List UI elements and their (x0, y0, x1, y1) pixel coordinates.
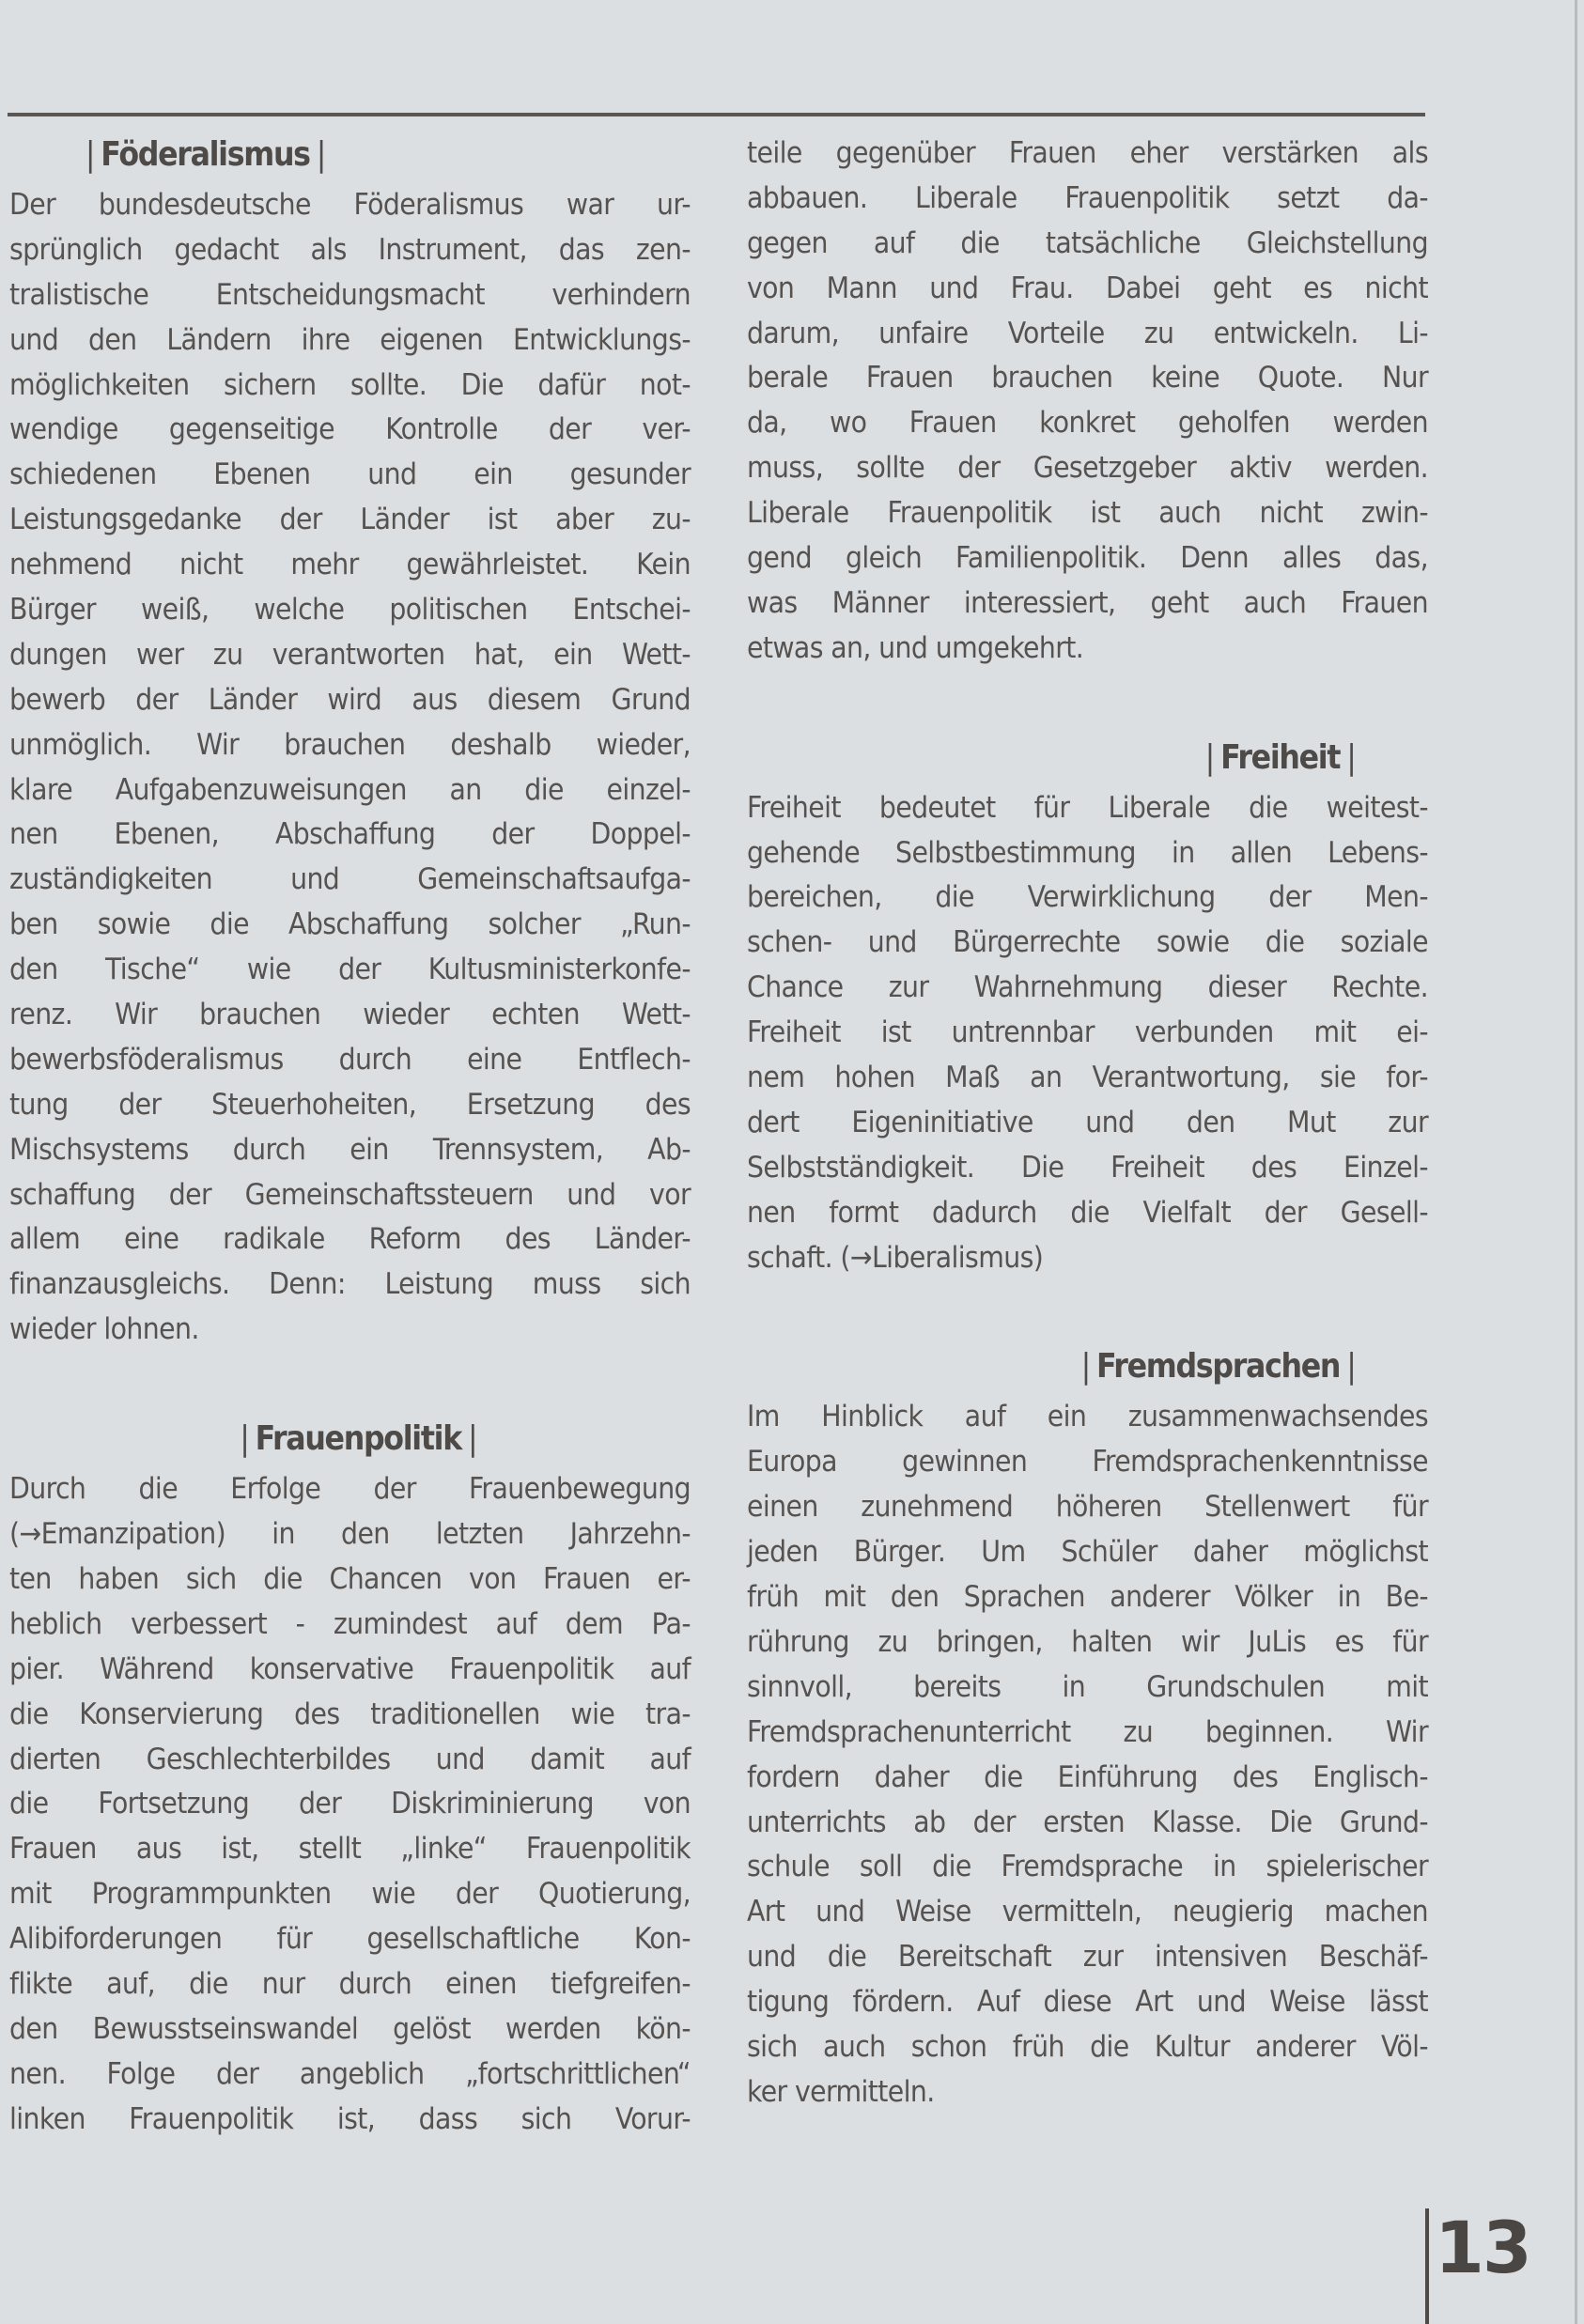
text-line: tigung fördern. Auf diese Art und Weise lässt (747, 1985, 1428, 2020)
title-bar-right: | (1346, 737, 1356, 777)
text-line: Chance zur Wahrnehmung dieser Rechte. (747, 970, 1428, 1005)
text-line: etwas an, und umgekehrt. (747, 630, 1084, 665)
text-line: früh mit den Sprachen anderer Völker in Be- (747, 1580, 1428, 1615)
text-line: Art und Weise vermitteln, neugierig machen (747, 1895, 1428, 1929)
text-line: unmöglich. Wir brauchen deshalb wieder, (9, 727, 691, 762)
text-line: da, wo Frauen konkret geholfen werden (747, 406, 1428, 441)
text-line: fordern daher die Einführung des Englisch- (747, 1759, 1428, 1794)
text-line: Leistungsgedanke der Länder ist aber zu- (9, 503, 691, 537)
text-line: Freiheit bedeutet für Liberale die weitest- (747, 790, 1428, 825)
text-line: Freiheit ist untrennbar verbunden mit ei- (747, 1015, 1428, 1050)
text-line: nen. Folge der angeblich „fortschrittlichen“ (9, 2056, 691, 2091)
text-line: dierten Geschlechterbildes und damit auf (9, 1742, 691, 1776)
text-line: tralistische Entscheidungsmacht verhindern (9, 277, 691, 312)
text-line: pier. Während konservative Frauenpolitik auf (9, 1651, 691, 1686)
text-line: finanzausgleichs. Denn: Leistung muss sich (9, 1267, 691, 1302)
text-line: die Konservierung des traditionellen wie tra- (9, 1697, 691, 1731)
title-bar-left: | (1204, 737, 1215, 777)
text-line: jeden Bürger. Um Schüler daher möglichst (747, 1535, 1428, 1570)
text-line: nen formt dadurch die Vielfalt der Gesell- (747, 1195, 1428, 1230)
page-edge (1575, 0, 1577, 2324)
text-line: flikte auf, die nur durch einen tiefgreifen- (9, 1966, 691, 2001)
text-line: ben sowie die Abschaffung solcher „Run- (9, 907, 691, 942)
text-line: bewerbsföderalismus durch eine Entflech- (9, 1042, 691, 1077)
text-line: bereichen, die Verwirklichung der Men- (747, 880, 1428, 915)
title-bar-right: | (316, 135, 326, 174)
text-line: muss, sollte der Gesetzgeber aktiv werden. (747, 451, 1428, 486)
section-body-fremdsprachen (747, 1395, 1428, 2115)
text-line: renz. Wir brauchen wieder echten Wett- (9, 998, 691, 1032)
text-line: den Tische“ wie der Kultusministerkonfe- (9, 953, 691, 987)
right-column (747, 132, 1428, 2115)
text-line: Fremdsprachenunterricht zu beginnen. Wir (747, 1714, 1428, 1749)
text-line: von Mann und Frau. Dabei geht es nicht (747, 271, 1428, 305)
text-line: schule soll die Fremdsprache in spielerischer (747, 1850, 1428, 1884)
text-line: Liberale Frauenpolitik ist auch nicht zwin- (747, 496, 1428, 531)
text-line: klare Aufgabenzuweisungen an die einzel- (9, 772, 691, 807)
title-bar-left: | (85, 135, 95, 174)
text-line: (→Emanzipation) in den letzten Jahrzehn- (9, 1517, 691, 1552)
title-bar-left: | (240, 1419, 249, 1459)
section-title-frauenpolitik (51, 1411, 650, 1467)
page-number: 13 (1435, 2206, 1530, 2289)
section-gap (747, 672, 1428, 730)
text-line: Europa gewinnen Fremdsprachenkenntnisse (747, 1445, 1428, 1480)
text-line: dert Eigeninitiative und den Mut zur (747, 1105, 1428, 1139)
text-line: den Bewusstseinswandel gelöst werden kön- (9, 2011, 691, 2046)
text-line: Durch die Erfolge der Frauenbewegung (9, 1472, 691, 1507)
section-foederalismus (9, 127, 691, 1353)
text-line: dungen wer zu verantworten hat, ein Wett- (9, 637, 691, 672)
left-column (9, 127, 691, 2143)
section-frauenpolitik (9, 1411, 691, 2142)
text-line: darum, unfaire Vorteile zu entwickeln. Li- (747, 316, 1428, 350)
text-line: wieder lohnen. (9, 1312, 199, 1347)
text-line: Der bundesdeutsche Föderalismus war ur- (9, 188, 691, 222)
text-line: schen- und Bürgerrechte sowie die soziale (747, 925, 1428, 960)
section-title-foederalismus (51, 127, 650, 183)
text-line: sprünglich gedacht als Instrument, das zen- (9, 232, 691, 267)
text-line: Selbstständigkeit. Die Freiheit des Einzel- (747, 1150, 1428, 1185)
text-line: abbauen. Liberale Frauenpolitik setzt da- (747, 180, 1428, 215)
page-number-bar (1425, 2208, 1429, 2324)
text-line: teile gegenüber Frauen eher verstärken als (747, 136, 1428, 170)
text-line: Alibiforderungen für gesellschaftliche Kon- (9, 1922, 691, 1957)
top-rule (8, 113, 1425, 116)
text-line: die Fortsetzung der Diskriminierung von (9, 1787, 691, 1821)
text-line: Frauen aus ist, stellt „linke“ Frauenpolitik (9, 1832, 691, 1867)
text-line: ten haben sich die Chancen von Frauen er- (9, 1561, 691, 1596)
text-line: Im Hinblick auf ein zusammenwachsendes (747, 1400, 1428, 1434)
text-line: gend gleich Familienpolitik. Denn alles das, (747, 541, 1428, 576)
text-line: schaffung der Gemeinschaftssteuern und vor (9, 1177, 691, 1212)
section-body-frauenpolitik-continued (747, 132, 1428, 672)
section-title-fremdsprachen (829, 1339, 1428, 1395)
text-line: nen Ebenen, Abschaffung der Doppel- (9, 817, 691, 852)
text-line: und die Bereitschaft zur intensiven Beschäf- (747, 1940, 1428, 1975)
section-title-text: Frauenpolitik (255, 1419, 461, 1459)
text-line: berale Frauen brauchen keine Quote. Nur (747, 361, 1428, 395)
text-line: mit Programmpunkten wie der Quotierung, (9, 1877, 691, 1912)
section-freiheit (747, 730, 1428, 1281)
section-title-text: Freiheit (1220, 737, 1341, 777)
text-line: rührung zu bringen, halten wir JuLis es für (747, 1624, 1428, 1659)
text-line: heblich verbessert - zumindest auf dem Pa- (9, 1606, 691, 1641)
section-gap (747, 1280, 1428, 1339)
text-line: schiedenen Ebenen und ein gesunder (9, 457, 691, 492)
text-line: gehende Selbstbestimmung in allen Lebens- (747, 835, 1428, 870)
text-line: sinnvoll, bereits in Grundschulen mit (747, 1669, 1428, 1704)
section-title-text: Föderalismus (101, 135, 310, 174)
section-body-freiheit (747, 786, 1428, 1281)
text-line: ker vermitteln. (747, 2074, 935, 2109)
text-line: unterrichts ab der ersten Klasse. Die Grund- (747, 1805, 1428, 1839)
text-line: nem hohen Maß an Verantwortung, sie for- (747, 1061, 1428, 1095)
text-line: linken Frauenpolitik ist, dass sich Vorur- (9, 2101, 691, 2136)
title-bar-right: | (467, 1419, 477, 1459)
text-line: möglichkeiten sichern sollte. Die dafür not- (9, 367, 691, 402)
section-title-freiheit (829, 730, 1428, 786)
text-line: sich auch schon früh die Kultur anderer Völ- (747, 2029, 1428, 2064)
text-line: Mischsystems durch ein Trennsystem, Ab- (9, 1132, 691, 1167)
section-body-frauenpolitik (9, 1467, 691, 2142)
text-line: und den Ländern ihre eigenen Entwicklungs- (9, 322, 691, 357)
section-body-foederalismus (9, 183, 691, 1353)
section-fremdsprachen (747, 1339, 1428, 2115)
section-gap (9, 1353, 691, 1411)
text-line: einen zunehmend höheren Stellenwert für (747, 1490, 1428, 1525)
text-line: allem eine radikale Reform des Länder- (9, 1222, 691, 1257)
title-bar-right: | (1346, 1347, 1356, 1387)
text-line: zuständigkeiten und Gemeinschaftsaufga- (9, 862, 691, 897)
section-frauenpolitik-continued (747, 132, 1428, 672)
text-line: wendige gegenseitige Kontrolle der ver- (9, 412, 691, 447)
text-line: nehmend nicht mehr gewährleistet. Kein (9, 548, 691, 582)
text-line: tung der Steuerhoheiten, Ersetzung des (9, 1087, 691, 1122)
text-line: schaft. (→Liberalismus) (747, 1240, 1044, 1275)
text-line: Bürger weiß, welche politischen Entschei- (9, 593, 691, 627)
section-title-text: Fremdsprachen (1095, 1347, 1341, 1387)
text-line: was Männer interessiert, geht auch Frauen (747, 585, 1428, 620)
text-line: bewerb der Länder wird aus diesem Grund (9, 682, 691, 717)
text-line: gegen auf die tatsächliche Gleichstellung (747, 225, 1428, 260)
title-bar-left: | (1080, 1347, 1090, 1387)
